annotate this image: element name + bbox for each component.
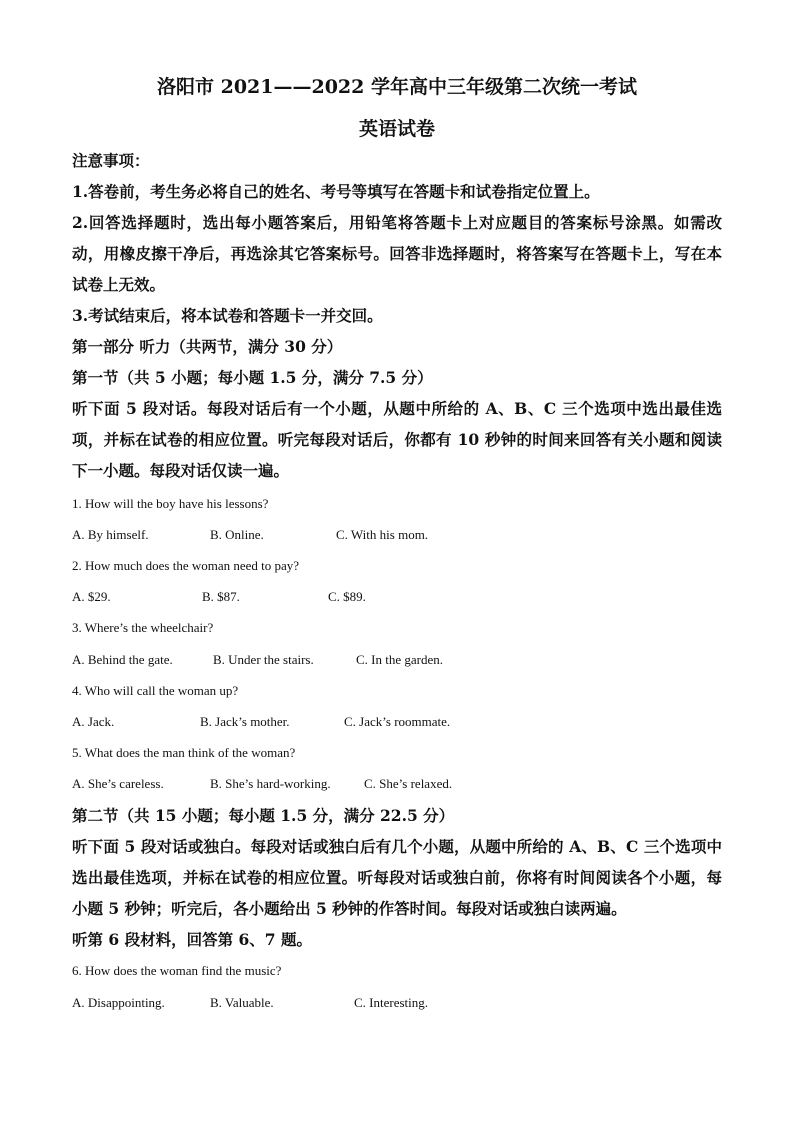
- section2-heading: 第二节（共 15 小题；每小题 1.5 分，满分 22.5 分）: [72, 806, 455, 825]
- question-1-option-c: C. With his mom.: [336, 527, 429, 542]
- question-6-option-a: A. Disappointing.: [72, 995, 165, 1010]
- question-5-stem: 5. What does the man think of the woman?: [72, 745, 296, 760]
- question-3-option-c: C. In the garden.: [356, 652, 444, 667]
- question-5-option-c: C. She’s relaxed.: [364, 776, 453, 791]
- notice-item-1: 1.答卷前，考生务必将自己的姓名、考号等填写在答题卡和试卷指定位置上。: [72, 182, 600, 201]
- question-2-stem: 2. How much does the woman need to pay?: [72, 558, 300, 573]
- part1-heading: 第一部分 听力（共两节，满分 30 分）: [72, 337, 343, 356]
- exam-title: 洛阳市 2021——2022 学年高中三年级第二次统一考试: [157, 76, 637, 98]
- question-6-option-b: B. Valuable.: [210, 995, 274, 1010]
- question-3-stem: 3. Where’s the wheelchair?: [72, 620, 214, 635]
- question-3-option-b: B. Under the stairs.: [213, 652, 314, 667]
- material-6-heading: 听第 6 段材料，回答第 6、7 题。: [72, 930, 312, 949]
- question-2-option-a: A. $29.: [72, 589, 111, 604]
- section2-instructions: 听下面 5 段对话或独白。每段对话或独白后有几个小题，从题中所给的 A、B、C 三个选项中选出最佳选项，并标在试卷的相应位置。听每段对话或独白前，你将有时间阅读各个小题，每小题 5 秒钟；听完后，各小题给出 5 秒钟的作答时间。每段对话或独白读两遍。: [72, 837, 722, 918]
- question-1-option-b: B. Online.: [210, 527, 264, 542]
- question-6-stem: 6. How does the woman find the music?: [72, 963, 282, 978]
- section1-instructions: 听下面 5 段对话。每段对话后有一个小题，从题中所给的 A、B、C 三个选项中选出最佳选项，并标在试卷的相应位置。听完每段对话后，你都有 10 秒钟的时间来回答有关小题和阅读下一小题。每段对话仅读一遍。: [72, 399, 722, 480]
- question-1-option-a: A. By himself.: [72, 527, 149, 542]
- question-1-stem: 1. How will the boy have his lessons?: [72, 496, 269, 511]
- question-5-option-a: A. She’s careless.: [72, 776, 164, 791]
- section1-heading: 第一节（共 5 小题；每小题 1.5 分，满分 7.5 分）: [72, 368, 433, 387]
- notice-item-2: 2.回答选择题时，选出每小题答案后，用铅笔将答题卡上对应题目的答案标号涂黑。如需改动，用橡皮擦干净后，再选涂其它答案标号。回答非选择题时，将答案写在答题卡上，写在本试卷上无效。: [72, 213, 722, 294]
- question-5-option-b: B. She’s hard-working.: [210, 776, 331, 791]
- question-4-option-c: C. Jack’s roommate.: [344, 714, 451, 729]
- notice-heading: 注意事项：: [72, 151, 150, 170]
- question-2-option-b: B. $87.: [202, 589, 240, 604]
- question-6-option-c: C. Interesting.: [354, 995, 429, 1010]
- question-4-option-b: B. Jack’s mother.: [200, 714, 290, 729]
- question-2-option-c: C. $89.: [328, 589, 366, 604]
- question-3-option-a: A. Behind the gate.: [72, 652, 173, 667]
- question-4-stem: 4. Who will call the woman up?: [72, 683, 239, 698]
- notice-item-3: 3.考试结束后，将本试卷和答题卡一并交回。: [72, 306, 383, 325]
- exam-subtitle: 英语试卷: [358, 118, 435, 140]
- question-4-option-a: A. Jack.: [72, 714, 115, 729]
